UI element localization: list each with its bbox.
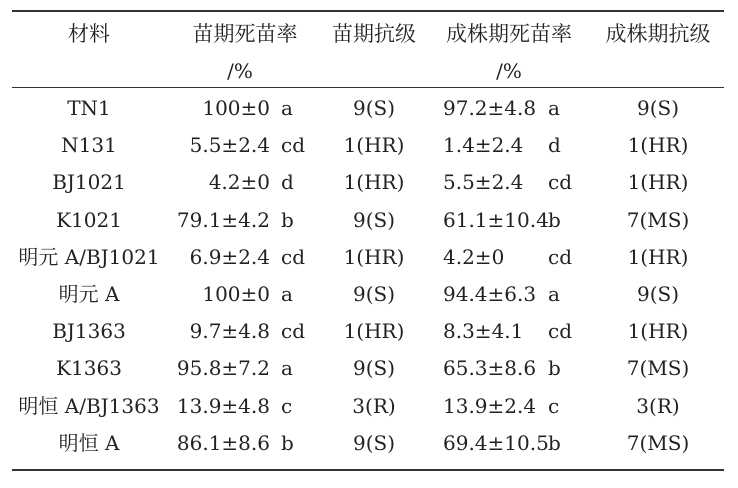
cell-adult-sig: a bbox=[548, 282, 560, 306]
cell-seedling-grade: 9(S) bbox=[352, 431, 396, 455]
header-seedling-rate: 苗期死苗率 bbox=[192, 22, 298, 46]
cell-seedling-grade: 3(R) bbox=[352, 394, 396, 418]
table-header-rule bbox=[12, 87, 724, 88]
cell-seedling-sig: a bbox=[281, 282, 293, 306]
cell-adult-sig: cd bbox=[548, 319, 573, 343]
cell-seedling-value: 6.9±2.4 bbox=[189, 245, 270, 269]
cell-seedling-value: 86.1±8.6 bbox=[176, 431, 270, 455]
cell-material: 明恒 A bbox=[58, 431, 120, 455]
header-seedling-rate-unit: /% bbox=[227, 59, 253, 83]
cell-adult-grade: 1(HR) bbox=[627, 133, 689, 157]
cell-seedling-value: 4.2±0 bbox=[208, 170, 270, 194]
cell-adult-sig: b bbox=[548, 431, 561, 455]
header-adult-grade: 成株期抗级 bbox=[605, 22, 711, 46]
cell-material: 明元 A/BJ1021 bbox=[18, 245, 160, 269]
cell-seedling-value: 9.7±4.8 bbox=[189, 319, 270, 343]
cell-adult-grade: 7(MS) bbox=[626, 431, 690, 455]
cell-seedling-sig: cd bbox=[281, 245, 306, 269]
cell-adult-grade: 9(S) bbox=[636, 96, 680, 120]
cell-adult-value: 5.5±2.4 bbox=[443, 170, 524, 194]
cell-adult-grade: 3(R) bbox=[636, 394, 680, 418]
cell-seedling-grade: 9(S) bbox=[352, 208, 396, 232]
cell-seedling-grade: 1(HR) bbox=[343, 319, 405, 343]
cell-adult-value: 13.9±2.4 bbox=[443, 394, 537, 418]
cell-seedling-sig: cd bbox=[281, 133, 306, 157]
table-bottom-rule bbox=[12, 469, 724, 471]
cell-seedling-value: 79.1±4.2 bbox=[176, 208, 270, 232]
cell-seedling-grade: 1(HR) bbox=[343, 245, 405, 269]
header-material: 材料 bbox=[68, 22, 110, 46]
cell-seedling-sig: b bbox=[281, 431, 294, 455]
cell-adult-grade: 1(HR) bbox=[627, 170, 689, 194]
cell-adult-value: 97.2±4.8 bbox=[443, 96, 537, 120]
cell-seedling-sig: c bbox=[281, 394, 293, 418]
cell-adult-sig: b bbox=[548, 356, 561, 380]
cell-material: 明元 A bbox=[58, 282, 120, 306]
table-top-rule bbox=[12, 10, 724, 12]
cell-seedling-value: 13.9±4.8 bbox=[176, 394, 270, 418]
cell-seedling-value: 100±0 bbox=[202, 282, 270, 306]
cell-seedling-value: 100±0 bbox=[202, 96, 270, 120]
cell-adult-value: 65.3±8.6 bbox=[443, 356, 537, 380]
cell-adult-grade: 9(S) bbox=[636, 282, 680, 306]
cell-seedling-sig: a bbox=[281, 96, 293, 120]
cell-seedling-grade: 1(HR) bbox=[343, 133, 405, 157]
cell-adult-value: 61.1±10.4 bbox=[443, 208, 549, 232]
cell-material: TN1 bbox=[67, 96, 111, 120]
cell-material: K1363 bbox=[56, 356, 122, 380]
cell-seedling-grade: 9(S) bbox=[352, 356, 396, 380]
cell-material: K1021 bbox=[56, 208, 122, 232]
cell-adult-sig: a bbox=[548, 96, 560, 120]
cell-adult-value: 1.4±2.4 bbox=[443, 133, 524, 157]
cell-seedling-sig: cd bbox=[281, 319, 306, 343]
cell-adult-value: 94.4±6.3 bbox=[443, 282, 537, 306]
cell-material: 明恒 A/BJ1363 bbox=[18, 394, 160, 418]
cell-adult-value: 4.2±0 bbox=[443, 245, 505, 269]
cell-adult-grade: 7(MS) bbox=[626, 356, 690, 380]
cell-adult-sig: d bbox=[548, 133, 561, 157]
header-adult-rate-unit: /% bbox=[496, 59, 522, 83]
cell-adult-value: 8.3±4.1 bbox=[443, 319, 524, 343]
cell-adult-grade: 1(HR) bbox=[627, 319, 689, 343]
cell-adult-sig: b bbox=[548, 208, 561, 232]
cell-seedling-sig: b bbox=[281, 208, 294, 232]
cell-seedling-grade: 1(HR) bbox=[343, 170, 405, 194]
cell-material: BJ1363 bbox=[52, 319, 126, 343]
cell-adult-sig: cd bbox=[548, 170, 573, 194]
cell-adult-value: 69.4±10.5 bbox=[443, 431, 549, 455]
cell-seedling-value: 5.5±2.4 bbox=[189, 133, 270, 157]
cell-adult-grade: 7(MS) bbox=[626, 208, 690, 232]
header-adult-rate: 成株期死苗率 bbox=[446, 22, 572, 46]
cell-adult-sig: cd bbox=[548, 245, 573, 269]
cell-seedling-sig: a bbox=[281, 356, 293, 380]
cell-seedling-grade: 9(S) bbox=[352, 96, 396, 120]
cell-material: BJ1021 bbox=[52, 170, 126, 194]
cell-adult-grade: 1(HR) bbox=[627, 245, 689, 269]
cell-adult-sig: c bbox=[548, 394, 560, 418]
cell-seedling-value: 95.8±7.2 bbox=[176, 356, 270, 380]
cell-seedling-sig: d bbox=[281, 170, 294, 194]
header-seedling-grade: 苗期抗级 bbox=[332, 22, 416, 46]
cell-material: N131 bbox=[61, 133, 117, 157]
cell-seedling-grade: 9(S) bbox=[352, 282, 396, 306]
